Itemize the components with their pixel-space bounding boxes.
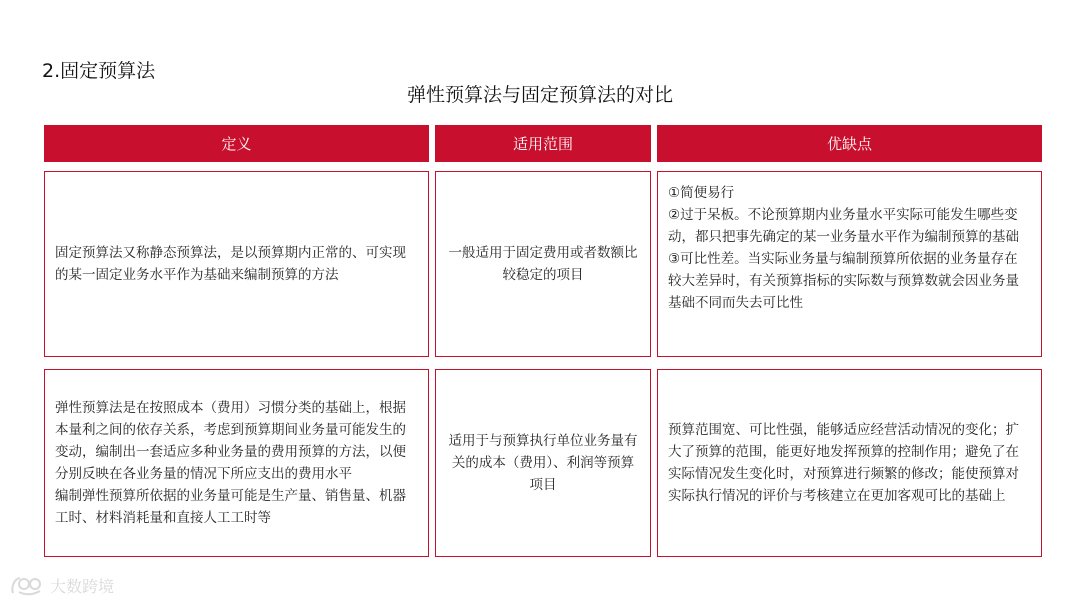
fixed-budget-definition-cell — [44, 171, 429, 357]
section-title: 2.固定预算法 — [42, 60, 156, 82]
fixed-budget-scope: 一般适用于固定费用或者数额比较稳定的项目 — [448, 245, 638, 283]
fixed-budget-con-2: ②过于呆板。不论预算期内业务量水平实际可能发生哪些变动，都只把事先确定的某一业务量水平作为编制预算的基础 — [668, 207, 1019, 245]
watermark-text: 大数跨境 — [50, 577, 115, 596]
watermark — [10, 574, 114, 597]
table-title: 弹性预算法与固定预算法的对比 — [406, 84, 673, 106]
flexible-budget-definition: 弹性预算法是在按照成本（费用）习惯分类的基础上，根据本量利之间的依存关系，考虑到预算期间业务量可能发生的变动，编制出一套适应多种业务量的费用预算的方法，以便分别反映在各业务量的情况下所应支出的费用水平 — [55, 400, 406, 482]
header-definition: 定义 — [44, 125, 429, 162]
fixed-budget-scope-cell — [435, 171, 651, 357]
flexible-budget-pros-cons-cell — [657, 369, 1042, 557]
flexible-budget-scope-cell — [435, 369, 651, 557]
header-pros-cons: 优缺点 — [657, 125, 1042, 162]
flexible-budget-definition-cell — [44, 369, 429, 557]
flexible-budget-pros-cons: 预算范围宽、可比性强，能够适应经营活动情况的变化；扩大了预算的范围，能更好地发挥预算的控制作用；避免了在实际情况发生变化时，对预算进行频繁的修改；能使预算对实际执行情况的评价与考核建立在更加客观可比的基础上 — [668, 422, 1019, 504]
flexible-budget-basis: 编制弹性预算所依据的业务量可能是生产量、销售量、机器工时、材料消耗量和直接人工工时等 — [55, 488, 406, 526]
header-scope: 适用范围 — [435, 125, 651, 162]
fixed-budget-definition: 固定预算法又称静态预算法，是以预算期内正常的、可实现的某一固定业务水平作为基础来编制预算的方法 — [55, 245, 406, 283]
flexible-budget-scope: 适用于与预算执行单位业务量有关的成本（费用）、利润等预算项目 — [448, 433, 638, 493]
fixed-budget-pro-1: ①简便易行 — [668, 185, 735, 201]
fixed-budget-pros-cons-cell — [657, 171, 1042, 357]
fixed-budget-con-3: ③可比性差。当实际业务量与编制预算所依据的业务量存在较大差异时，有关预算指标的实际数与预算数就会因业务量基础不同而失去可比性 — [668, 251, 1019, 311]
brand-logo-icon — [10, 575, 44, 597]
